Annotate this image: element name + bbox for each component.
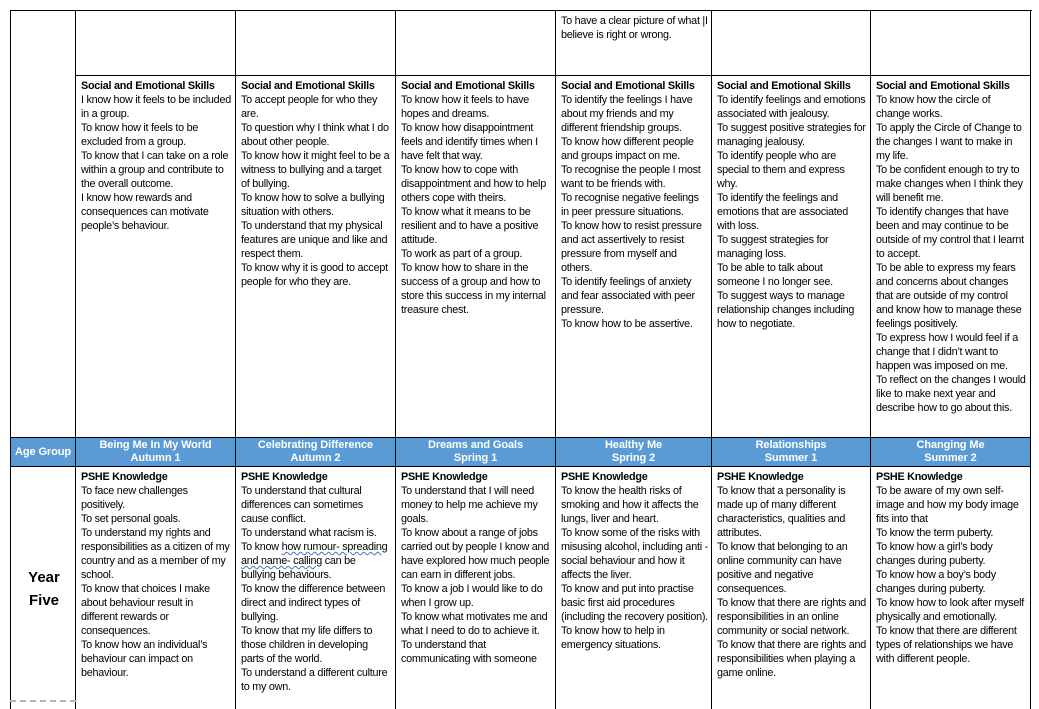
unit-title: Dreams and Goals (428, 439, 523, 451)
knowledge-item: To know what motivates me and what I need to do to achieve it. (401, 611, 548, 637)
term-label: Summer 1 (764, 452, 818, 464)
knowledge-item: To know how disappointment feels and identify times when I have felt that way. (401, 122, 538, 162)
knowledge-item: To know why it is good to accept people for who they are. (241, 262, 388, 288)
knowledge-item: To be aware of my own self-image and how my body image fits into that (876, 485, 1019, 525)
knowledge-item: To be able to talk about someone I no longer see. (717, 262, 833, 288)
knowledge-item: To know how different people and groups impact on me. (561, 136, 694, 162)
pshe-heading: PSHE Knowledge (401, 471, 488, 483)
knowledge-item: To know how to be assertive. (561, 318, 693, 330)
knowledge-item: To know the health risks of smoking and how it affects the lungs, liver and heart. (561, 485, 699, 525)
top-note-cell (76, 11, 236, 76)
pshe-knowledge-cell (76, 467, 236, 709)
unit-title: Relationships (755, 439, 827, 451)
knowledge-item: To understand that my physical features are unique and like and respect them. (241, 220, 388, 260)
ses-heading: Social and Emotional Skills (876, 80, 1010, 92)
knowledge-item: To know some of the risks with misusing alcohol, including anti -social behaviour and how it affects the liver. (561, 527, 708, 581)
knowledge-item: I know how it feels to be included in a group. (81, 94, 231, 120)
knowledge-item: To understand that communicating with someone (401, 639, 537, 665)
knowledge-item: To understand a different culture to my own. (241, 667, 388, 693)
knowledge-item: To identify the feelings and emotions that are associated with loss. (717, 192, 849, 232)
year-five-label (28, 566, 60, 612)
knowledge-item: To be able to express my fears and concerns about changes that are outside of my control and know how to manage these feelings positively. (876, 262, 1022, 330)
knowledge-item: To know how to help in emergency situations. (561, 625, 665, 651)
knowledge-item: To know what it means to be resilient and to have a positive attitude. (401, 206, 539, 246)
knowledge-item: To know and put into practise basic first aid procedures (including the recovery position). (561, 583, 708, 623)
ses-heading: Social and Emotional Skills (401, 80, 535, 92)
knowledge-item: To know how it might feel to be a witness to bullying and a target of bullying. (241, 150, 390, 190)
ses-heading: Social and Emotional Skills (241, 80, 375, 92)
knowledge-item: To understand what racism is. (241, 527, 377, 539)
top-note-cell (556, 11, 712, 76)
social-emotional-skills-cell (556, 76, 712, 438)
knowledge-item: To know that choices I make about behaviour result in different rewards or consequences. (81, 583, 210, 637)
knowledge-item: To know a job I would like to do when I grow up. (401, 583, 543, 609)
knowledge-item: To know that a personality is made up of many different characteristics, qualities and attributes. (717, 485, 846, 539)
pshe-heading: PSHE Knowledge (561, 471, 648, 483)
term-header-cell (556, 438, 712, 467)
knowledge-item: To know the term puberty. (876, 527, 994, 539)
knowledge-item: To identify feelings and emotions associated with jealousy. (717, 94, 866, 120)
pshe-knowledge-cell (871, 467, 1031, 709)
top-note-text: To have a clear picture of what |I believe is right or wrong. (561, 15, 708, 41)
unit-title: Being Me In My World (99, 439, 212, 451)
knowledge-item: To question why I think what I do about other people. (241, 122, 389, 148)
knowledge-item: To face new challenges positively. (81, 485, 188, 511)
knowledge-item: To know how it feels to be excluded from a group. (81, 122, 199, 148)
social-emotional-skills-cell (76, 76, 236, 438)
year-five-cell (11, 467, 76, 709)
unit-title: Celebrating Difference (257, 439, 374, 451)
ses-heading: Social and Emotional Skills (81, 80, 215, 92)
term-header-cell (396, 438, 556, 467)
term-header-cell (712, 438, 871, 467)
social-emotional-skills-cell (712, 76, 871, 438)
knowledge-item: To know how a boy’s body changes during puberty. (876, 569, 996, 595)
social-emotional-skills-cell (871, 76, 1031, 438)
knowledge-item: To know how an individual’s behaviour can impact on behaviour. (81, 639, 208, 679)
knowledge-item: To understand that cultural differences can sometimes cause conflict. (241, 485, 363, 525)
knowledge-item: To recognise the people I most want to be friends with. (561, 164, 701, 190)
knowledge-item: To know how to resist pressure and act assertively to resist pressure from myself and others. (561, 220, 702, 274)
knowledge-item: To identify people who are special to them and express why. (717, 150, 845, 190)
empty-left-cell (11, 11, 76, 438)
knowledge-item: To understand my rights and responsibilities as a citizen of my country and as a member of my school. (81, 527, 230, 581)
knowledge-item: I know how rewards and consequences can motivate people’s behaviour. (81, 192, 209, 232)
term-label: Spring 1 (453, 452, 498, 464)
knowledge-item: To know that there are different types of relationships we have with different people. (876, 625, 1017, 665)
ses-heading: Social and Emotional Skills (717, 80, 851, 92)
top-note-cell (871, 11, 1031, 76)
term-label: Autumn 2 (290, 452, 341, 464)
knowledge-item: To understand that I will need money to help me achieve my goals. (401, 485, 538, 525)
pshe-heading: PSHE Knowledge (241, 471, 328, 483)
knowledge-item: To suggest ways to manage relationship changes including how to negotiate. (717, 290, 855, 330)
term-label: Spring 2 (611, 452, 656, 464)
knowledge-item: To suggest strategies for managing loss. (717, 234, 829, 260)
curriculum-table (10, 10, 1032, 709)
unit-title: Changing Me (916, 439, 985, 451)
term-header-cell (76, 438, 236, 467)
pshe-heading: PSHE Knowledge (876, 471, 963, 483)
top-note-cell (712, 11, 871, 76)
knowledge-item: To know about a range of jobs carried out by people I know and have explored how much people can earn in different jobs. (401, 527, 550, 581)
term-header-cell (236, 438, 396, 467)
pshe-knowledge-cell (712, 467, 871, 709)
knowledge-item: To know how a girl’s body changes during puberty. (876, 541, 993, 567)
term-label: Summer 2 (924, 452, 977, 464)
term-label: Autumn 1 (130, 452, 181, 464)
pshe-knowledge-cell (396, 467, 556, 709)
age-group-header: Age Group (11, 438, 76, 467)
top-note-cell (396, 11, 556, 76)
knowledge-item: To know that there are rights and responsibilities in an online community or social network. (717, 597, 866, 637)
pshe-heading: PSHE Knowledge (717, 471, 804, 483)
knowledge-item: To identify feelings of anxiety and fear associated with peer pressure. (561, 276, 695, 316)
social-emotional-skills-cell (236, 76, 396, 438)
knowledge-item: To know how it feels to have hopes and dreams. (401, 94, 530, 120)
knowledge-item: To accept people for who they are. (241, 94, 378, 120)
knowledge-item: To know how the circle of change works. (876, 94, 991, 120)
knowledge-item: To know that belonging to an online community can have positive and negative consequences. (717, 541, 848, 595)
knowledge-item: To know that my life differs to those children in developing parts of the world. (241, 625, 373, 665)
knowledge-item: To work as part of a group. (401, 248, 523, 260)
knowledge-item: To set personal goals. (81, 513, 181, 525)
knowledge-item: To know how to cope with disappointment and how to help others cope with theirs. (401, 164, 546, 204)
knowledge-item: To be confident enough to try to make changes when I think they will benefit me. (876, 164, 1023, 204)
knowledge-item: To suggest positive strategies for managing jealousy. (717, 122, 866, 148)
knowledge-item: To know that I can take on a role within a group and contribute to the overall outcome. (81, 150, 229, 190)
knowledge-item: To reflect on the changes I would like to make next year and describe how to go about this. (876, 374, 1026, 414)
year-word: Year (28, 569, 60, 586)
pshe-knowledge-cell (556, 467, 712, 709)
knowledge-item: To identify changes that have been and may continue to be outside of my control that I learnt to accept. (876, 206, 1024, 260)
knowledge-item: To know how rumour- spreading and name- calling can be bullying behaviours. (241, 541, 388, 581)
year-number-word: Five (28, 592, 59, 609)
social-emotional-skills-cell (396, 76, 556, 438)
term-header-cell (871, 438, 1031, 467)
pshe-heading: PSHE Knowledge (81, 471, 168, 483)
knowledge-item: To know how to look after myself physically and emotionally. (876, 597, 1025, 623)
top-note-cell (236, 11, 396, 76)
grammar-check-underline: how rumour- spreading and name- calling (241, 541, 388, 567)
ses-heading: Social and Emotional Skills (561, 80, 695, 92)
unit-title: Healthy Me (604, 439, 663, 451)
knowledge-item: To identify the feelings I have about my friends and my different friendship groups. (561, 94, 693, 134)
knowledge-item: To express how I would feel if a change that I didn’t want to happen was imposed on me. (876, 332, 1019, 372)
knowledge-item: To recognise negative feelings in peer pressure situations. (561, 192, 699, 218)
knowledge-item: To know how to solve a bullying situation with others. (241, 192, 385, 218)
knowledge-item: To know how to share in the success of a group and how to store this success in my internal treasure chest. (401, 262, 546, 316)
page-break-dashed-line (10, 700, 76, 702)
knowledge-item: To apply the Circle of Change to the changes I want to make in my life. (876, 122, 1022, 162)
knowledge-item: To know the difference between direct and indirect types of bullying. (241, 583, 386, 623)
pshe-knowledge-cell (236, 467, 396, 709)
knowledge-item: To know that there are rights and responsibilities when playing a game online. (717, 639, 866, 679)
